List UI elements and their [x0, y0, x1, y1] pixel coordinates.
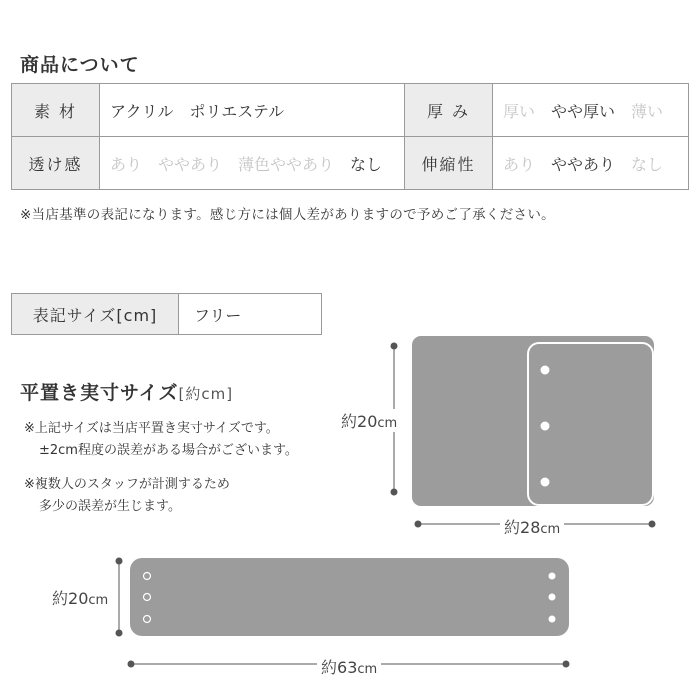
product-section-title: 商品について — [20, 54, 140, 76]
snap-button — [541, 478, 550, 487]
dim-prefix: 約 — [321, 658, 338, 677]
stretch-option: ややあり — [551, 154, 616, 174]
dim-prefix: 約 — [341, 412, 358, 431]
snap-button — [549, 594, 556, 601]
stretch-label: 伸縮性 — [405, 137, 493, 190]
snap-button — [541, 366, 550, 375]
material-value: アクリル ポリエステル — [100, 84, 405, 137]
transparency-option: なし — [350, 154, 383, 174]
transparency-option: 薄色ややあり — [238, 154, 335, 174]
transparency-label: 透け感 — [12, 137, 100, 190]
dimension-endpoint — [391, 343, 398, 350]
open-width-label — [317, 655, 381, 678]
dim-number: 20 — [357, 412, 378, 431]
dim-prefix: 約 — [504, 518, 521, 537]
flat-size-title-text: 平置き実寸サイズ — [20, 382, 179, 404]
note-line: ※上記サイズは当店平置き実寸サイズです。 — [24, 421, 279, 436]
dimension-endpoint — [128, 661, 135, 668]
stretch-option: あり — [503, 154, 536, 174]
open-fabric — [130, 558, 569, 636]
folded-width-label — [500, 515, 564, 538]
dim-unit: cm — [377, 416, 398, 431]
stretch-option: なし — [631, 154, 664, 174]
transparency-option: ややあり — [158, 154, 223, 174]
dimension-endpoint — [116, 558, 123, 565]
thickness-label: 厚 み — [405, 84, 493, 137]
dim-number: 20 — [68, 589, 89, 608]
dimension-endpoint — [391, 489, 398, 496]
thickness-option: 厚い — [503, 101, 536, 121]
flat-size-unit: [約cm] — [178, 385, 234, 403]
thickness-option: 薄い — [631, 101, 664, 121]
note-line: ±2cm程度の誤差がある場合がございます。 — [39, 443, 298, 458]
transparency-option: あり — [110, 154, 143, 174]
dimension-endpoint — [563, 661, 570, 668]
note-line: 多少の誤差が生じます。 — [39, 499, 181, 514]
dim-number: 63 — [337, 658, 358, 677]
material-label: 素 材 — [12, 84, 100, 137]
dim-number: 28 — [520, 518, 541, 537]
size-label: 表記サイズ[cm] — [12, 294, 179, 335]
snap-button — [549, 573, 556, 580]
dim-unit: cm — [88, 593, 109, 608]
open-height-label — [48, 586, 112, 609]
dimension-endpoint — [649, 521, 656, 528]
dim-prefix: 約 — [52, 589, 69, 608]
thickness-option: やや厚い — [551, 101, 616, 121]
snap-button — [549, 616, 556, 623]
dimension-endpoint — [116, 630, 123, 637]
snap-button — [541, 422, 550, 431]
dim-unit: cm — [540, 522, 561, 537]
standard-note: ※当店基準の表記になります。感じ方には個人差がありますので予めご了承ください。 — [20, 207, 555, 223]
size-value: フリー — [179, 294, 322, 335]
dimension-endpoint — [415, 521, 422, 528]
dim-unit: cm — [357, 662, 378, 677]
note-line: ※複数人のスタッフが計測するため — [24, 477, 230, 492]
folded-height-label — [337, 409, 401, 432]
